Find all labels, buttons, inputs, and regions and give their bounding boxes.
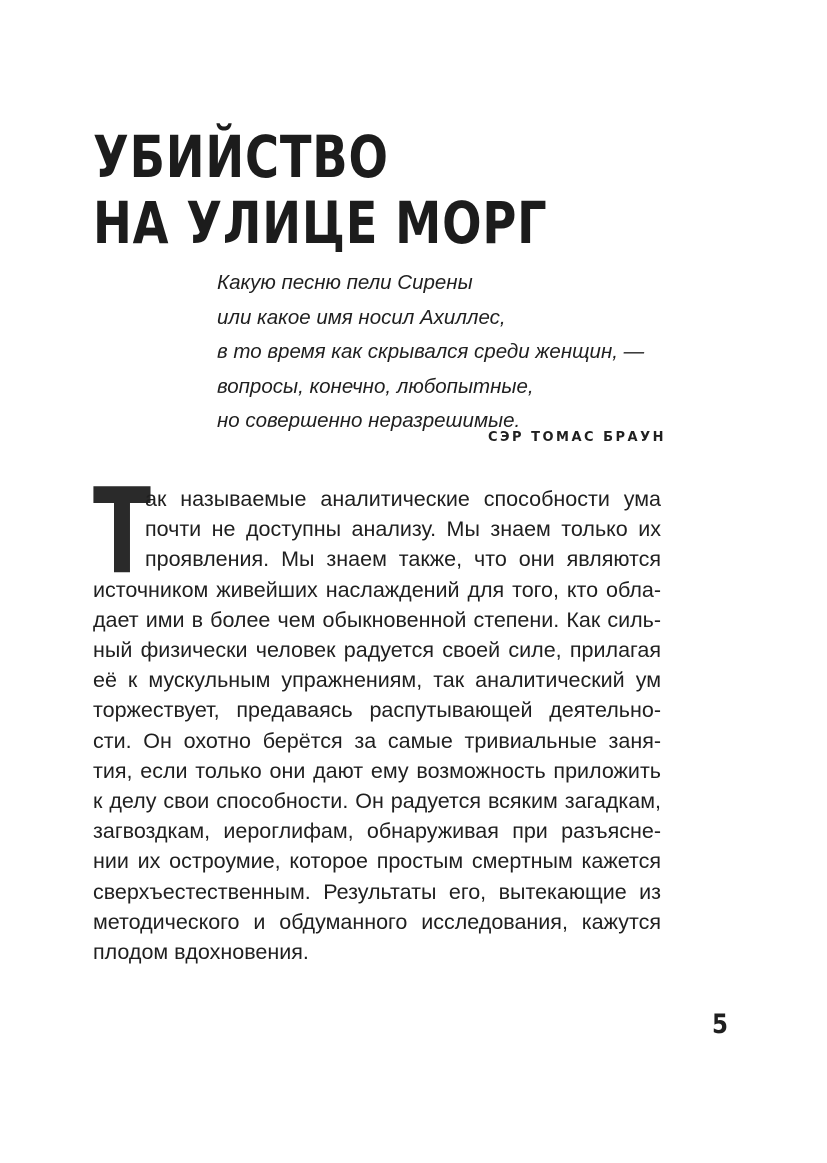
body-line: проявления. Мы знаем также, что они являются — [145, 547, 661, 572]
epigraph-attribution: СЭР ТОМАС БРАУН — [487, 430, 666, 445]
body-line: сверхъестественным. Результаты его, вытекающие из — [93, 879, 661, 904]
drop-cap: Т — [93, 462, 151, 600]
body-line: торжествует, предаваясь распутывающей деятельно- — [93, 698, 661, 723]
epigraph-line: но совершенно неразрешимые. — [217, 409, 521, 432]
body-line: источником живейших наслаждений для того, кто обла- — [93, 577, 661, 602]
body-line: ак называемые аналитические способности ума — [145, 487, 661, 511]
epigraph-line: Какую песню пели Сирены — [217, 271, 473, 294]
body-line: её к мускульным упражнениям, так аналитический ум — [93, 668, 661, 693]
epigraph-line: в то время как скрывался среди женщин, — — [217, 340, 645, 363]
epigraph-line: вопросы, конечно, любопытные, — [217, 374, 534, 398]
epigraph-line: или какое имя носил Ахиллес, — [217, 305, 506, 329]
body-line: загвоздкам, иероглифам, обнаруживая при разъясне- — [93, 819, 661, 844]
chapter-title-line-1: УБИЙСТВО — [93, 123, 389, 191]
body-line: ный физически человек радуется своей силе, прилагая — [93, 638, 661, 663]
epigraph — [217, 266, 644, 439]
body-line: сти. Он охотно берётся за самые тривиальные заня- — [93, 728, 661, 753]
body-line: к делу свои способности. Он радуется всяким загадкам, — [93, 789, 661, 814]
body-line: дает ими в более чем обыкновенной степени. Как силь- — [93, 607, 661, 632]
body-line: методического и обдуманного исследования, кажутся — [93, 909, 661, 934]
chapter-title — [93, 124, 548, 256]
chapter-title-line-2: НА УЛИЦЕ МОРГ — [93, 189, 548, 257]
page-number: 5 — [712, 1009, 728, 1040]
body-line: плодом вдохновения. — [93, 940, 309, 965]
body-line: тия, если только они дают ему возможность приложить — [93, 758, 661, 783]
body-paragraph — [93, 484, 661, 967]
body-line: почти не доступны анализу. Мы знаем только их — [145, 517, 661, 542]
body-line: нии их остроумие, которое простым смертным кажется — [93, 849, 661, 874]
